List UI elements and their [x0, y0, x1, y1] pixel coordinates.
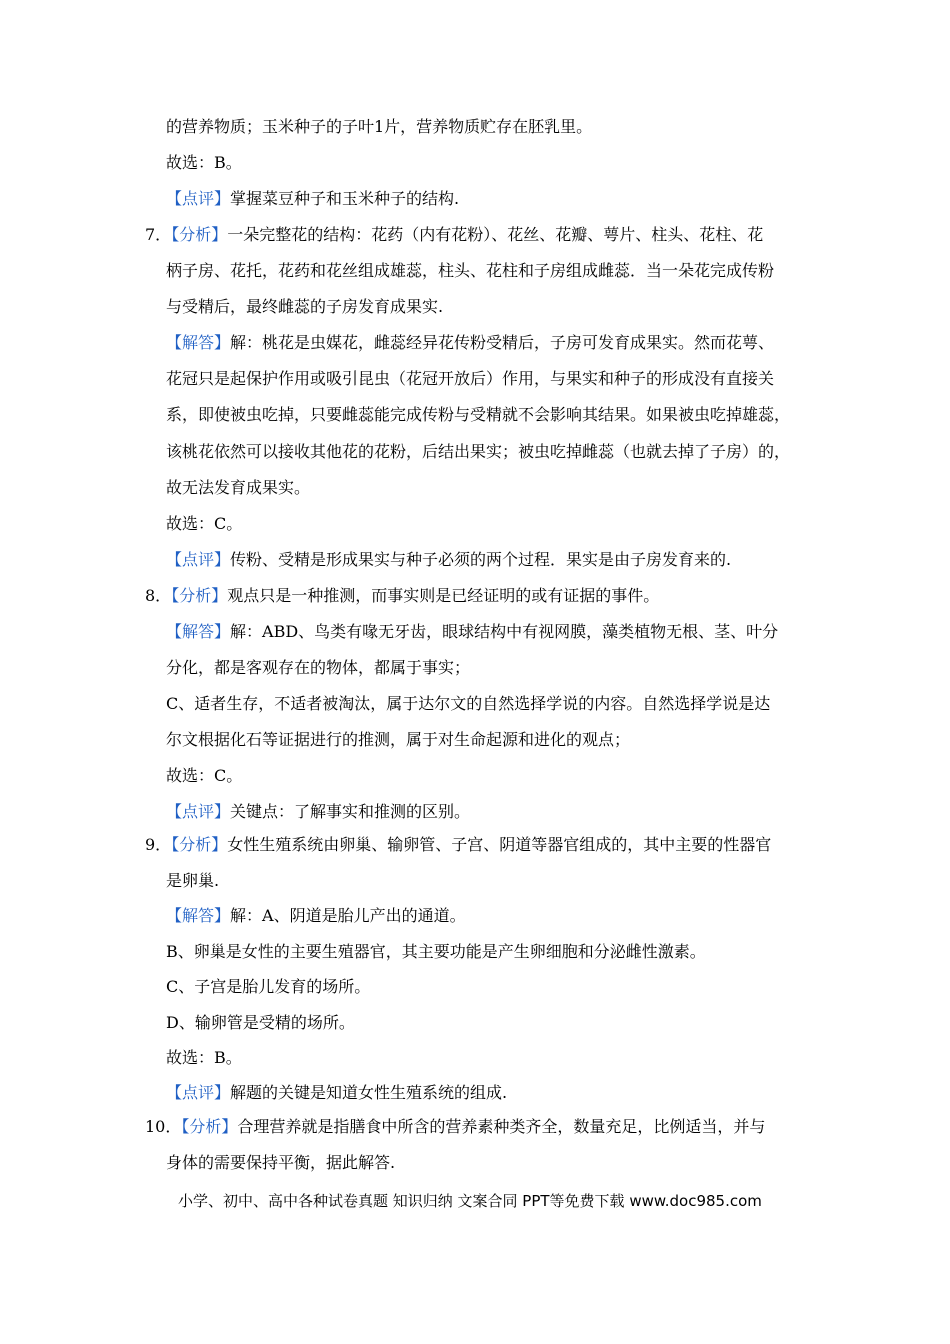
text-line — [166, 657, 470, 679]
text-line — [166, 1152, 395, 1174]
line-text: 故选：B。 — [166, 1048, 242, 1067]
question-9-analysis — [145, 834, 771, 856]
text-line — [166, 152, 242, 174]
text-line — [166, 976, 370, 998]
text-line — [166, 1012, 355, 1034]
analysis-tag: 【分析】 — [171, 835, 228, 854]
line-text: 解题的关键是知道女性生殖系统的组成. — [230, 1083, 508, 1102]
text-line — [166, 870, 219, 892]
question-number: 8． — [145, 586, 172, 605]
answer-tag: 【解答】 — [166, 906, 231, 925]
line-text: 身体的需要保持平衡，据此解答. — [166, 1153, 396, 1172]
line-text: 故选：C。 — [166, 766, 243, 785]
line-text: 柄子房、花托，花药和花丝组成雄蕊，柱头、花柱和子房组成雌蕊．当一朵花完成传粉 — [166, 261, 775, 280]
line-text: 关键点：了解事实和推测的区别。 — [230, 802, 471, 821]
line-text: 掌握菜豆种子和玉米种子的结构. — [230, 189, 460, 208]
comment-tag: 【点评】 — [166, 802, 231, 821]
line-text: C、子宫是胎儿发育的场所。 — [166, 977, 371, 996]
line-text: D、输卵管是受精的场所。 — [166, 1013, 355, 1032]
line-text: 花冠只是起保护作用或吸引昆虫（花冠开放后）作用，与果实和种子的形成没有直接关 — [166, 369, 775, 388]
text-line — [166, 296, 443, 318]
answer-line — [166, 332, 774, 354]
analysis-tag: 【分析】 — [171, 586, 228, 605]
analysis-tag: 【分析】 — [171, 225, 228, 244]
line-text: C、适者生存，不适者被淘汰，属于达尔文的自然选择学说的内容。自然选择学说是达 — [166, 694, 771, 713]
text-line — [166, 116, 592, 138]
line-text: 故选：B。 — [166, 153, 242, 172]
text-line — [166, 260, 774, 282]
line-text: 女性生殖系统由卵巢、输卵管、子宫、阴道等器官组成的，其中主要的性器官 — [227, 835, 772, 854]
answer-tag: 【解答】 — [166, 622, 231, 641]
line-text: 故无法发育成果实。 — [166, 478, 311, 497]
line-text: 的营养物质；玉米种子的子叶1片，营养物质贮存在胚乳里。 — [166, 117, 593, 136]
line-text: 传粉、受精是形成果实与种子必须的两个过程．果实是由子房发育来的. — [230, 550, 732, 569]
answer-tag: 【解答】 — [166, 333, 231, 352]
line-text: B、卵巢是女性的主要生殖器官，其主要功能是产生卵细胞和分泌雌性激素。 — [166, 942, 706, 961]
text-line — [166, 513, 242, 535]
comment-line — [166, 1082, 507, 1104]
text-line — [166, 441, 790, 463]
question-10-analysis — [145, 1116, 765, 1138]
analysis-tag: 【分析】 — [181, 1117, 238, 1136]
comment-tag: 【点评】 — [166, 1083, 231, 1102]
line-text: 是卵巢. — [166, 871, 220, 890]
text-line — [166, 368, 774, 390]
line-text: 解：桃花是虫媒花，雌蕊经异花传粉受精后，子房可发育成果实。然而花萼、 — [230, 333, 775, 352]
line-text: 一朵完整花的结构：花药（内有花粉）、花丝、花瓣、萼片、柱头、花柱、花 — [227, 225, 764, 244]
page-footer: 小学、初中、高中各种试卷真题 知识归纳 文案合同 PPT等免费下载 www.doc985.com — [178, 1192, 762, 1210]
line-text: 合理营养就是指膳食中所含的营养素种类齐全，数量充足，比例适当，并与 — [237, 1117, 766, 1136]
line-text: 该桃花依然可以接收其他花的花粉，后结出果实；被虫吃掉雌蕊（也就去掉了子房）的， — [166, 442, 791, 461]
text-line — [166, 729, 630, 751]
text-line — [166, 941, 706, 963]
answer-line — [166, 621, 778, 643]
text-line — [166, 693, 770, 715]
comment-tag: 【点评】 — [166, 550, 231, 569]
line-text: 系，即使被虫吃掉，只要雌蕊能完成传粉与受精就不会影响其结果。如果被虫吃掉雄蕊， — [166, 405, 791, 424]
question-number: 10． — [145, 1117, 182, 1136]
line-text: 故选：C。 — [166, 514, 243, 533]
line-text: 观点只是一种推测，而事实则是已经证明的或有证据的事件。 — [227, 586, 660, 605]
text-line — [166, 477, 310, 499]
question-7-analysis — [145, 224, 763, 246]
text-line — [166, 765, 242, 787]
comment-line — [166, 188, 459, 210]
question-8-analysis — [145, 585, 659, 607]
question-number: 9． — [145, 835, 172, 854]
answer-line — [166, 905, 466, 927]
comment-line — [166, 549, 731, 571]
line-text: 分化，都是客观存在的物体，都属于事实； — [166, 658, 471, 677]
text-line — [166, 1047, 242, 1069]
line-text: 尔文根据化石等证据进行的推测，属于对生命起源和进化的观点； — [166, 730, 631, 749]
question-number: 7． — [145, 225, 172, 244]
text-line — [166, 404, 790, 426]
line-text: 与受精后，最终雌蕊的子房发育成果实. — [166, 297, 444, 316]
comment-tag: 【点评】 — [166, 189, 231, 208]
comment-line — [166, 801, 470, 823]
line-text: 解：A、阴道是胎儿产出的通道。 — [230, 906, 466, 925]
line-text: 解：ABD、鸟类有喙无牙齿，眼球结构中有视网膜，藻类植物无根、茎、叶分 — [230, 622, 779, 641]
